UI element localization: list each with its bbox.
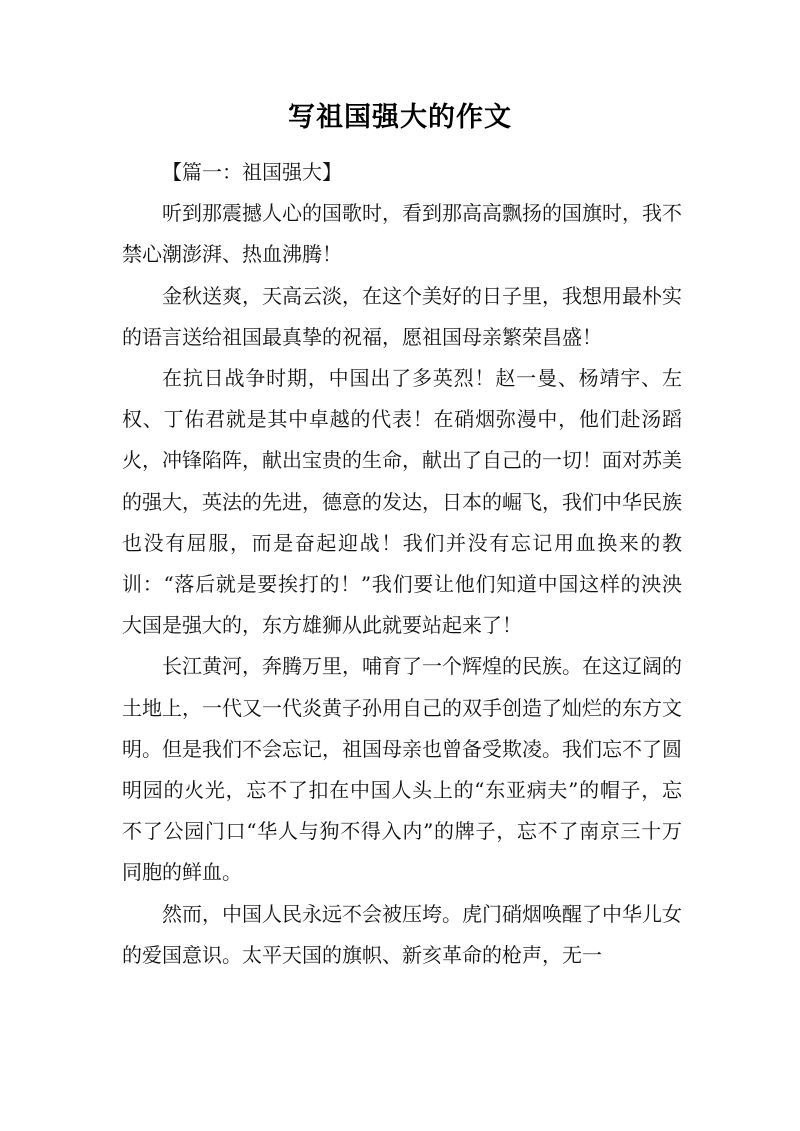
paragraph: 金秋送爽，天高云淡，在这个美好的日子里，我想用最朴实的语言送给祖国最真挚的祝福，愿祖国母亲繁荣昌盛！ bbox=[122, 283, 682, 349]
document-body bbox=[122, 152, 682, 976]
document-title: 写祖国强大的作文 bbox=[288, 102, 512, 133]
paragraph: 然而，中国人民永远不会被压垮。虎门硝烟唤醒了中华儿女的爱国意识。太平天国的旗帜、新亥革命的枪声，无一 bbox=[122, 901, 682, 967]
paragraph: 在抗日战争时期，中国出了多英烈！赵一曼、杨靖宇、左权、丁佑君就是其中卓越的代表！在硝烟弥漫中，他们赴汤蹈火，冲锋陷阵，献出宝贵的生命，献出了自己的一切！面对苏美的强大，英法的先进，德意的发达，日本的崛飞，我们中华民族也没有屈服，而是奋起迎战！我们并没有忘记用血换来的教训：“落后就是要挨打的！”我们要让他们知道中国这样的泱泱大国是强大的，东方雄狮从此就要站起来了！ bbox=[122, 366, 682, 638]
paragraph: 长江黄河，奔腾万里，哺育了一个辉煌的民族。在这辽阔的土地上，一代又一代炎黄子孙用自己的双手创造了灿烂的东方文明。但是我们不会忘记，祖国母亲也曾备受欺凌。我们忘不了圆明园的火光，忘不了扣在中国人头上的“东亚病夫”的帽子，忘不了公园门口“华人与狗不得入内”的牌子，忘不了南京三十万同胞的鲜血。 bbox=[122, 654, 682, 885]
section-heading: 【篇一：祖国强大】 bbox=[162, 160, 342, 184]
paragraph: 听到那震撼人心的国歌时，看到那高高飘扬的国旗时，我不禁心潮澎湃、热血沸腾！ bbox=[122, 201, 682, 267]
